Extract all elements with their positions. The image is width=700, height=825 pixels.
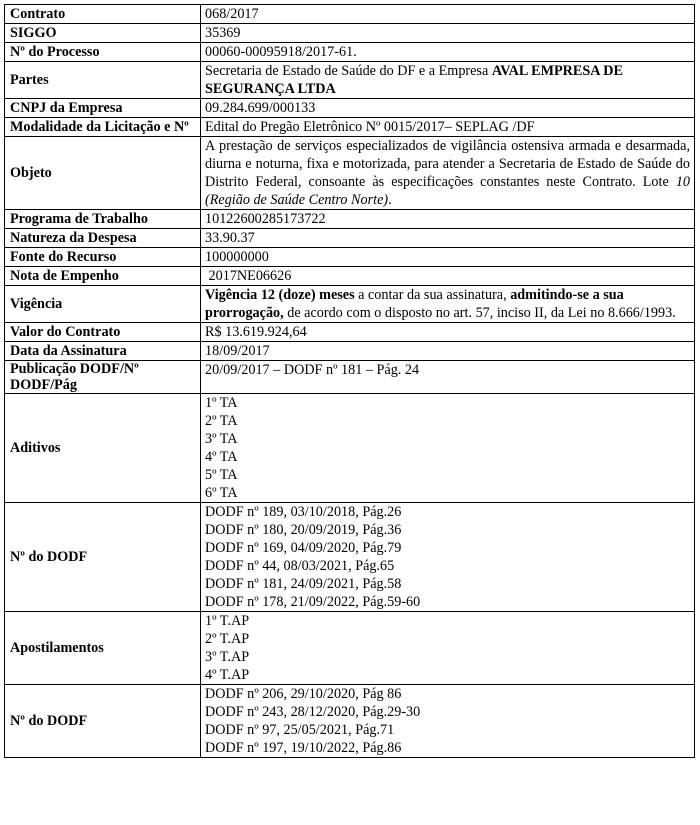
label-apostilamentos: Apostilamentos [5, 612, 201, 685]
objeto-lote: 10 (Região de Saúde Centro Norte) [205, 174, 690, 208]
contract-summary-table [4, 4, 695, 758]
row-publicacao [5, 361, 695, 394]
label-aditivos: Aditivos [5, 394, 201, 503]
row-dodf-aditivos [5, 503, 695, 612]
value-vigencia [201, 286, 695, 323]
dodf-aditivo-item: DODF nº 178, 21/09/2022, Pág.59-60 [205, 594, 421, 610]
label-modalidade: Modalidade da Licitação e Nº [5, 118, 201, 137]
row-cnpj [5, 99, 695, 118]
vigencia-text1: a contar da sua assinatura, [354, 287, 511, 303]
dodf-aditivo-item: DODF nº 169, 04/09/2020, Pág.79 [205, 540, 402, 556]
value-objeto [201, 137, 695, 210]
apostilamento-item: 3º T.AP [205, 649, 250, 665]
label-valor: Valor do Contrato [5, 323, 201, 342]
value-fonte: 100000000 [201, 248, 695, 267]
vigencia-term: Vigência 12 (doze) meses [205, 287, 355, 303]
row-assinatura [5, 342, 695, 361]
partes-company: AVAL EMPRESA DE SEGURANÇA LTDA [205, 63, 623, 97]
dodf-apostilamento-item: DODF nº 97, 25/05/2021, Pág.71 [205, 722, 395, 738]
dodf-aditivo-item: DODF nº 44, 08/03/2021, Pág.65 [205, 558, 395, 574]
row-natureza [5, 229, 695, 248]
row-partes [5, 62, 695, 99]
value-modalidade: Edital do Pregão Eletrônico Nº 0015/2017– SEPLAG /DF [201, 118, 695, 137]
dodf-aditivo-item: DODF nº 189, 03/10/2018, Pág.26 [205, 504, 402, 520]
row-empenho [5, 267, 695, 286]
row-apostilamentos [5, 612, 695, 685]
value-aditivos [201, 394, 695, 503]
label-programa: Programa de Trabalho [5, 210, 201, 229]
objeto-end: . [388, 192, 392, 208]
value-apostilamentos [201, 612, 695, 685]
aditivo-item: 4º TA [205, 449, 238, 465]
row-objeto [5, 137, 695, 210]
aditivo-item: 3º TA [205, 431, 238, 447]
dodf-aditivo-item: DODF nº 181, 24/09/2021, Pág.58 [205, 576, 402, 592]
label-fonte: Fonte do Recurso [5, 248, 201, 267]
value-valor: R$ 13.619.924,64 [201, 323, 695, 342]
dodf-apostilamento-item: DODF nº 197, 19/10/2022, Pág.86 [205, 740, 402, 756]
label-objeto: Objeto [5, 137, 201, 210]
vigencia-text2: de acordo com o disposto no art. 57, inciso II, da Lei no 8.666/1993. [283, 305, 676, 321]
row-contrato [5, 5, 695, 24]
partes-text: Secretaria de Estado de Saúde do DF e a Empresa [205, 63, 492, 79]
row-fonte [5, 248, 695, 267]
aditivo-item: 5º TA [205, 467, 238, 483]
row-dodf-apostilamentos [5, 685, 695, 758]
label-siggo: SIGGO [5, 24, 201, 43]
label-assinatura: Data da Assinatura [5, 342, 201, 361]
label-empenho: Nota de Empenho [5, 267, 201, 286]
label-cnpj: CNPJ da Empresa [5, 99, 201, 118]
value-natureza: 33.90.37 [201, 229, 695, 248]
label-contrato: Contrato [5, 5, 201, 24]
label-natureza: Natureza da Despesa [5, 229, 201, 248]
label-publicacao: Publicação DODF/Nº DODF/Pág [5, 361, 201, 394]
label-processo: Nº do Processo [5, 43, 201, 62]
row-valor [5, 323, 695, 342]
value-siggo: 35369 [201, 24, 695, 43]
dodf-apostilamento-item: DODF nº 206, 29/10/2020, Pág 86 [205, 686, 402, 702]
label-vigencia: Vigência [5, 286, 201, 323]
row-programa [5, 210, 695, 229]
row-siggo [5, 24, 695, 43]
vigencia-extension: admitindo-se a sua prorrogação, [205, 287, 624, 321]
value-processo: 00060-00095918/2017-61. [201, 43, 695, 62]
value-assinatura: 18/09/2017 [201, 342, 695, 361]
label-dodf-aditivos: Nº do DODF [5, 503, 201, 612]
label-dodf-apostilamentos: Nº do DODF [5, 685, 201, 758]
aditivo-item: 1º TA [205, 395, 238, 411]
row-processo [5, 43, 695, 62]
value-programa: 10122600285173722 [201, 210, 695, 229]
row-vigencia [5, 286, 695, 323]
value-dodf-aditivos [201, 503, 695, 612]
value-contrato: 068/2017 [201, 5, 695, 24]
dodf-apostilamento-item: DODF nº 243, 28/12/2020, Pág.29-30 [205, 704, 421, 720]
aditivo-item: 2º TA [205, 413, 238, 429]
value-empenho: 2017NE06626 [201, 267, 695, 286]
apostilamento-item: 2º T.AP [205, 631, 250, 647]
row-aditivos [5, 394, 695, 503]
apostilamento-item: 4º T.AP [205, 667, 250, 683]
value-dodf-apostilamentos [201, 685, 695, 758]
aditivo-item: 6º TA [205, 485, 238, 501]
value-cnpj: 09.284.699/000133 [201, 99, 695, 118]
apostilamento-item: 1º T.AP [205, 613, 250, 629]
row-modalidade [5, 118, 695, 137]
label-partes: Partes [5, 62, 201, 99]
value-partes [201, 62, 695, 99]
value-publicacao: 20/09/2017 – DODF nº 181 – Pág. 24 [201, 361, 695, 394]
dodf-aditivo-item: DODF nº 180, 20/09/2019, Pág.36 [205, 522, 402, 538]
objeto-text: A prestação de serviços especializados de vigilância ostensiva armada e desarmada, diurna e noturna, fixa e motorizada, para atender a Secretaria de Estado de Saúde do Distrito Federal, consoante às especificações constantes neste Contrato. Lote [205, 138, 690, 190]
